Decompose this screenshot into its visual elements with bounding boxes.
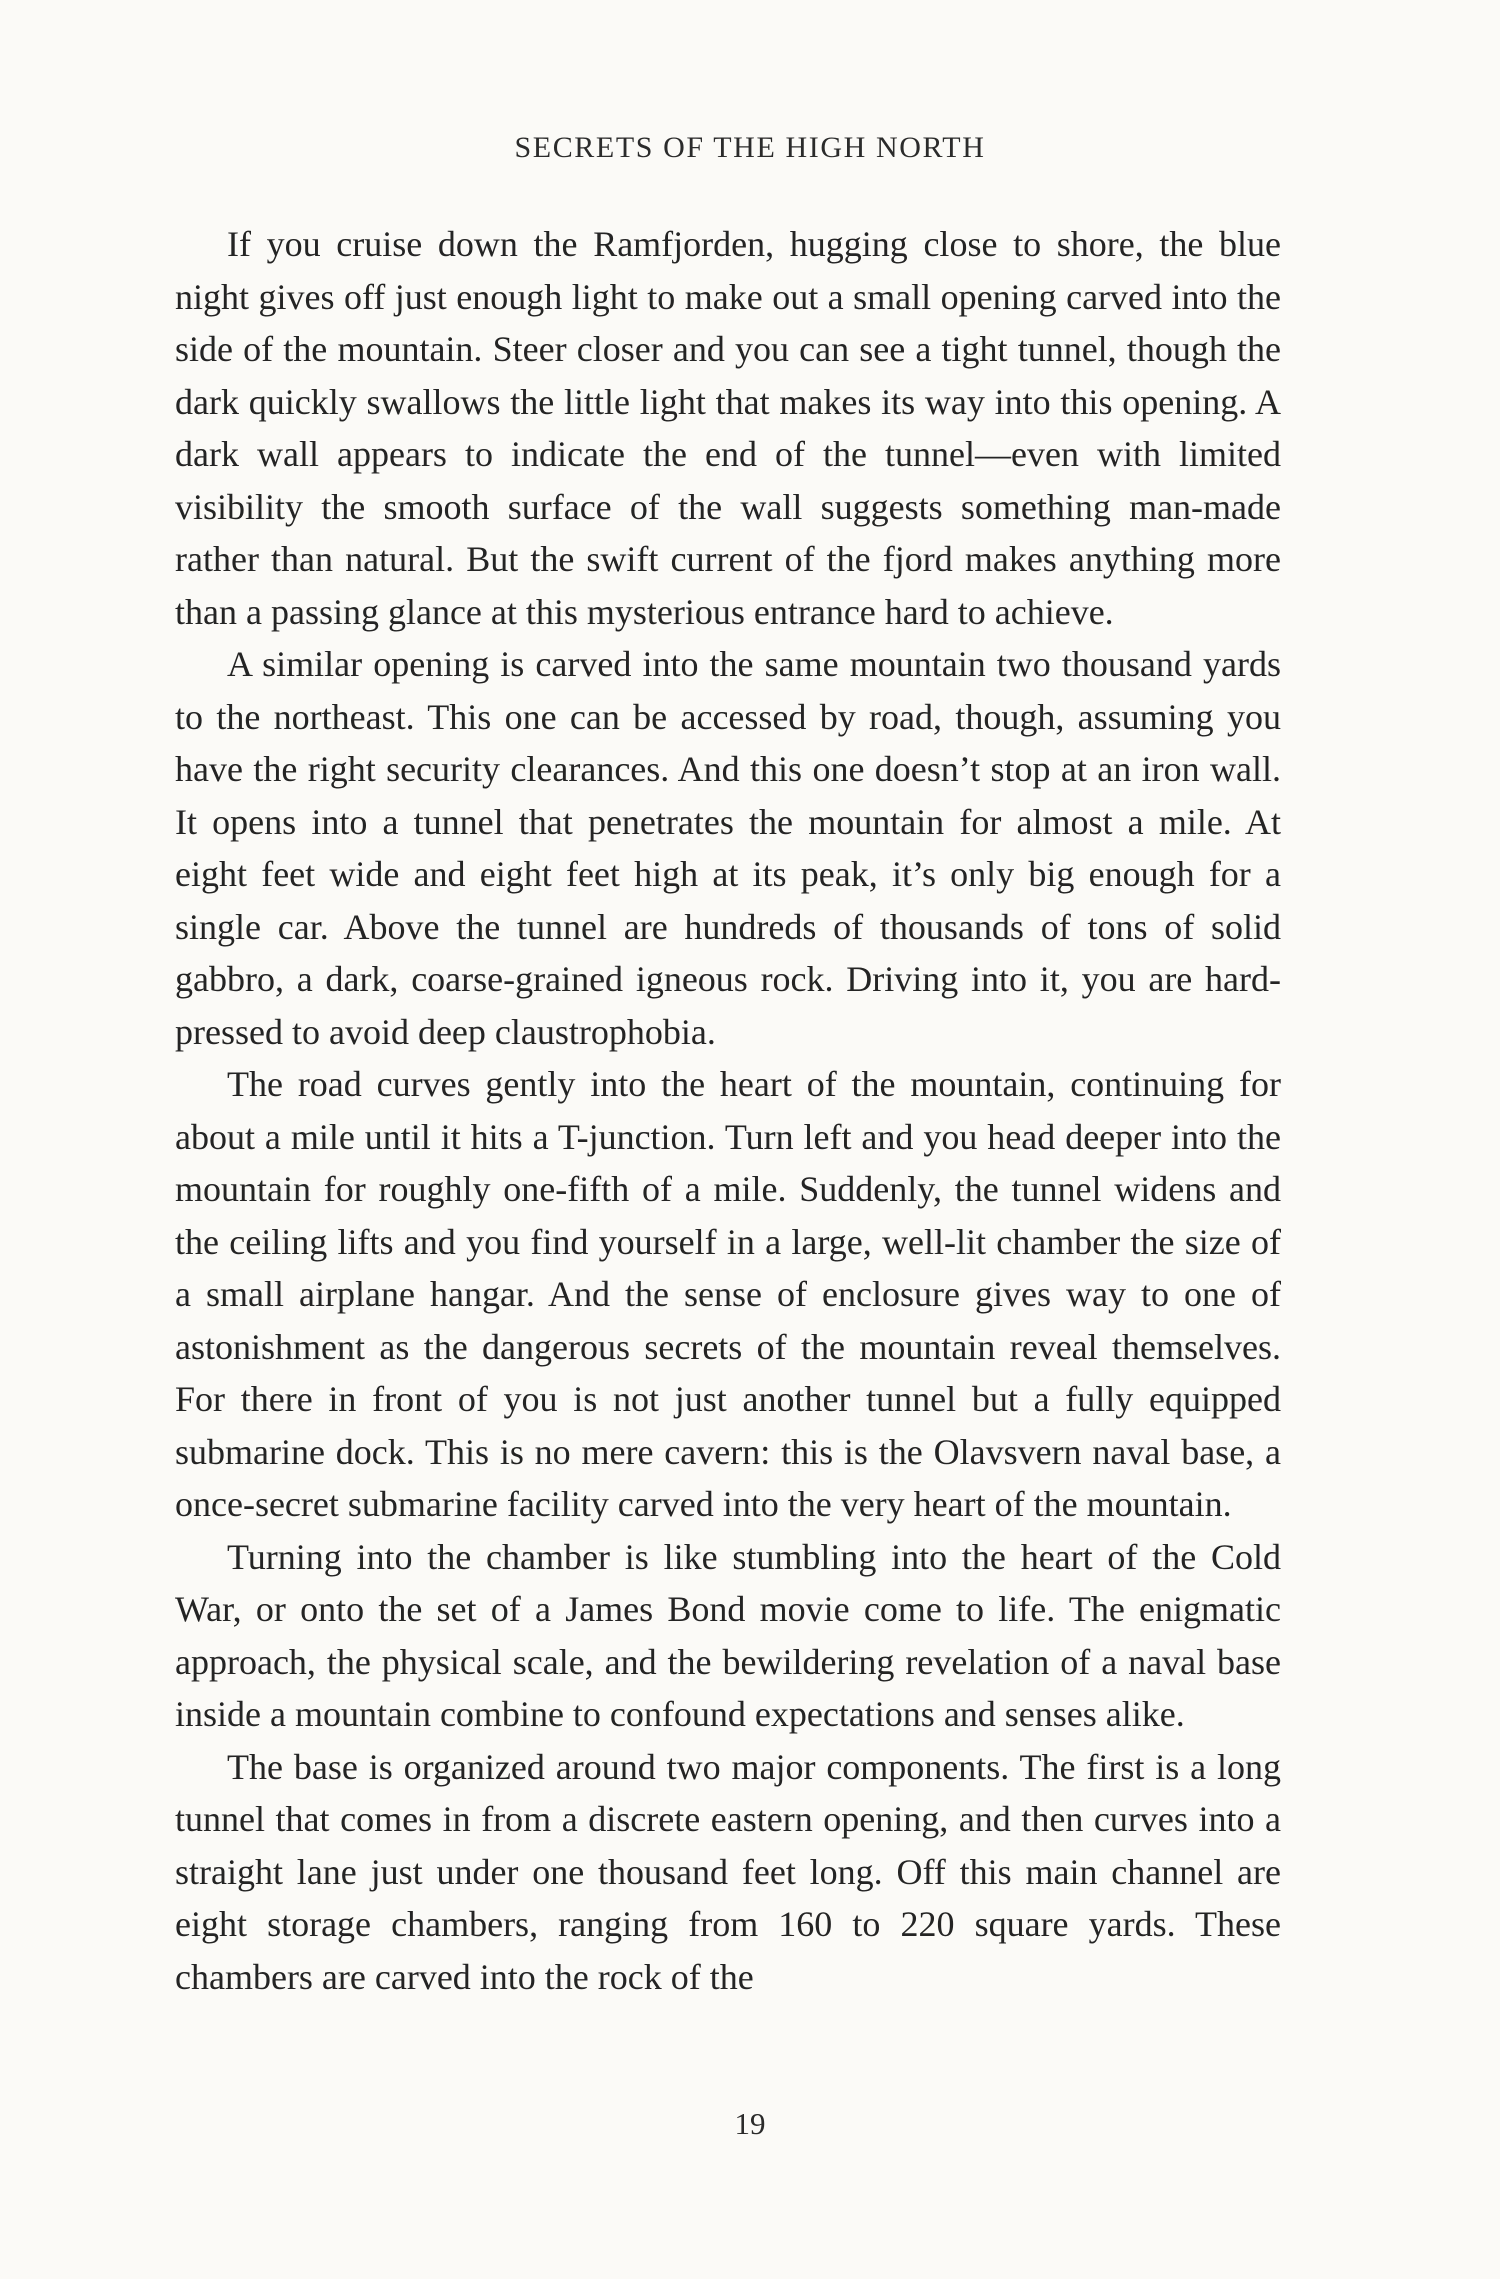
paragraph-5: The base is organized around two major components. The first is a long tunnel that comes in from a discrete eastern opening, and then curves into a straight lane just under one thousand feet long. Off this main channel are eight storage chambers, ranging from 160 to 220 square yards. These chambers are carved into the rock of the	[175, 1746, 1281, 1997]
paragraph-2: A similar opening is carved into the same mountain two thousand yards to the northeast. This one can be accessed by road, though, assuming you have the right security clearances. And this one doesn’t stop at an iron wall. It opens into a tunnel that penetrates the mountain for almost a mile. At eight feet wide and eight feet high at its peak, it’s only big enough for a single car. Above the tunnel are hundreds of thousands of tons of solid gabbro, a dark, coarse-grained igneous rock. Driving into it, you are hard-pressed to avoid deep claustrophobia.	[175, 644, 1281, 1052]
paragraph-1: If you cruise down the Ramfjorden, hugging close to shore, the blue night gives off just enough light to make out a small opening carved into the side of the mountain. Steer closer and you can see a tight tunnel, though the dark quickly swallows the little light that makes its way into this opening. A dark wall appears to indicate the end of the tunnel—even with limited visibility the smooth surface of the wall suggests something man-made rather than natural. But the swift current of the fjord makes anything more than a passing glance at this mysterious entrance hard to achieve.	[175, 224, 1281, 632]
running-head-title: SECRETS OF THE HIGH NORTH	[514, 131, 986, 164]
page-number: 19	[734, 2106, 766, 2141]
body-text	[175, 218, 1281, 2003]
paragraph-3: The road curves gently into the heart of the mountain, continuing for about a mile until it hits a T-junction. Turn left and you head deeper into the mountain for roughly one-fifth of a mile. Suddenly, the tunnel widens and the ceiling lifts and you find yourself in a large, well-lit chamber the size of a small airplane hangar. And the sense of enclosure gives way to one of astonishment as the dangerous secrets of the mountain reveal themselves. For there in front of you is not just another tunnel but a fully equipped submarine dock. This is no mere cavern: this is the Olavsvern naval base, a once-secret submarine facility carved into the very heart of the mountain.	[175, 1064, 1281, 1524]
paragraph-4: Turning into the chamber is like stumbling into the heart of the Cold War, or onto the set of a James Bond movie come to life. The enigmatic approach, the physical scale, and the bewildering revelation of a naval base inside a mountain combine to confound expectations and senses alike.	[175, 1536, 1281, 1734]
